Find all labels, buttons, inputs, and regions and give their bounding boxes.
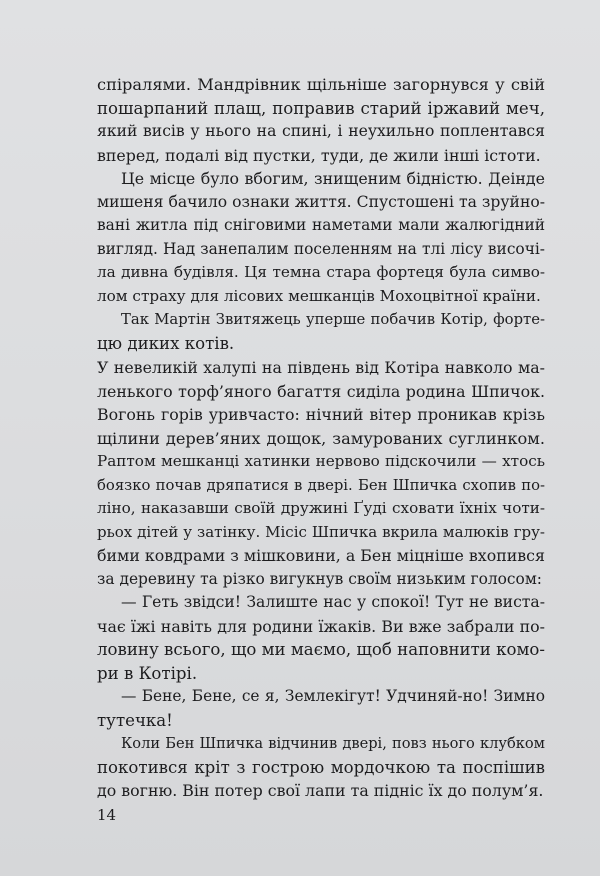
text-line: Так Мартін Звитяжець уперше побачив Котір, форте- [121,311,545,328]
text-line: до вогню. Він потер свої лапи та підніс їх до полум’я. [97,781,544,800]
text-line: тутечка! [97,710,173,730]
page-number: 14 [97,806,117,824]
text-line: У невеликій халупі на південь від Котіра навколо ма- [97,358,545,377]
text-line: вперед, подалі від пустки, туди, де жили інші істоти. [97,145,541,165]
text-line: який висів у нього на спині, і неухильно поплентався [97,122,545,140]
text-line: боязко почав дряпатися в двері. Бен Шпичка схопив по- [97,476,545,494]
text-section-1 [97,73,545,355]
text-line: — Бене, Бене, се я, Землекігут! Удчиняй-но! Зимно [121,687,545,705]
text-line: бими ковдрами з мішковини, а Бен міцніше вхопився [97,546,545,565]
paragraph [97,167,545,308]
text-line: вигляд. Над занепалим поселенням на тлі лісу височі- [97,239,545,258]
text-line: щілини дерев’яних дощок, замурованих суглинком. [97,428,545,448]
text-line: чає їжі навіть для родини їжаків. Ви вже забрали по- [97,616,545,636]
paragraph [97,73,545,167]
text-line: ри в Котірі. [97,663,198,683]
text-line: ленького торф’яного багаття сиділа родина Шпичок. [97,381,545,401]
paragraph [97,308,545,355]
text-line: — Геть звідси! Залиште нас у спокої! Тут не виста- [121,593,545,611]
text-line: покотився кріт з гострою мордочкою та поспішив [97,757,545,777]
paragraph [97,356,545,591]
text-line: цю диких котів. [97,333,235,353]
text-line: рьох дітей у затінку. Місіс Шпичка вкрила малюків гру- [97,522,545,541]
text-line: за деревину та різко вигукнув своїм низьким голосом: [97,569,542,588]
text-line: ла дивна будівля. Ця темна стара фортеця була симво- [97,263,545,281]
dialogue-paragraph [97,591,545,685]
text-line: Вогонь горів уривчасто: нічний вітер проникав крізь [97,405,545,424]
text-line: спіралями. Мандрівник щільніше загорнувся у свій [97,75,545,94]
text-line: Раптом мешканці хатинки нервово підскочили — хтось [97,452,545,470]
text-line: Це місце було вбогим, знищеним бідністю. Деінде [121,169,545,188]
text-line: пошарпаний плащ, поправив старий іржавий меч, [97,98,545,118]
text-line: лом страху для лісових мешканців Мохоцвітної країни. [97,286,541,305]
text-line: мишеня бачило ознаки життя. Спустошені та зруйно- [97,192,545,211]
text-section-2 [97,356,545,803]
text-line: Коли Бен Шпичка відчинив двері, повз нього клубком [121,735,545,752]
paragraph [97,732,545,803]
dialogue-paragraph [97,685,545,732]
text-line: ліно, наказавши своїй дружині Ґуді сховати їхніх чоти- [97,499,545,517]
text-line: вані житла під сніговими наметами мали жалюгідний [97,216,545,234]
text-line: ловину всього, що ми маємо, щоб наповнити комо- [97,640,545,659]
